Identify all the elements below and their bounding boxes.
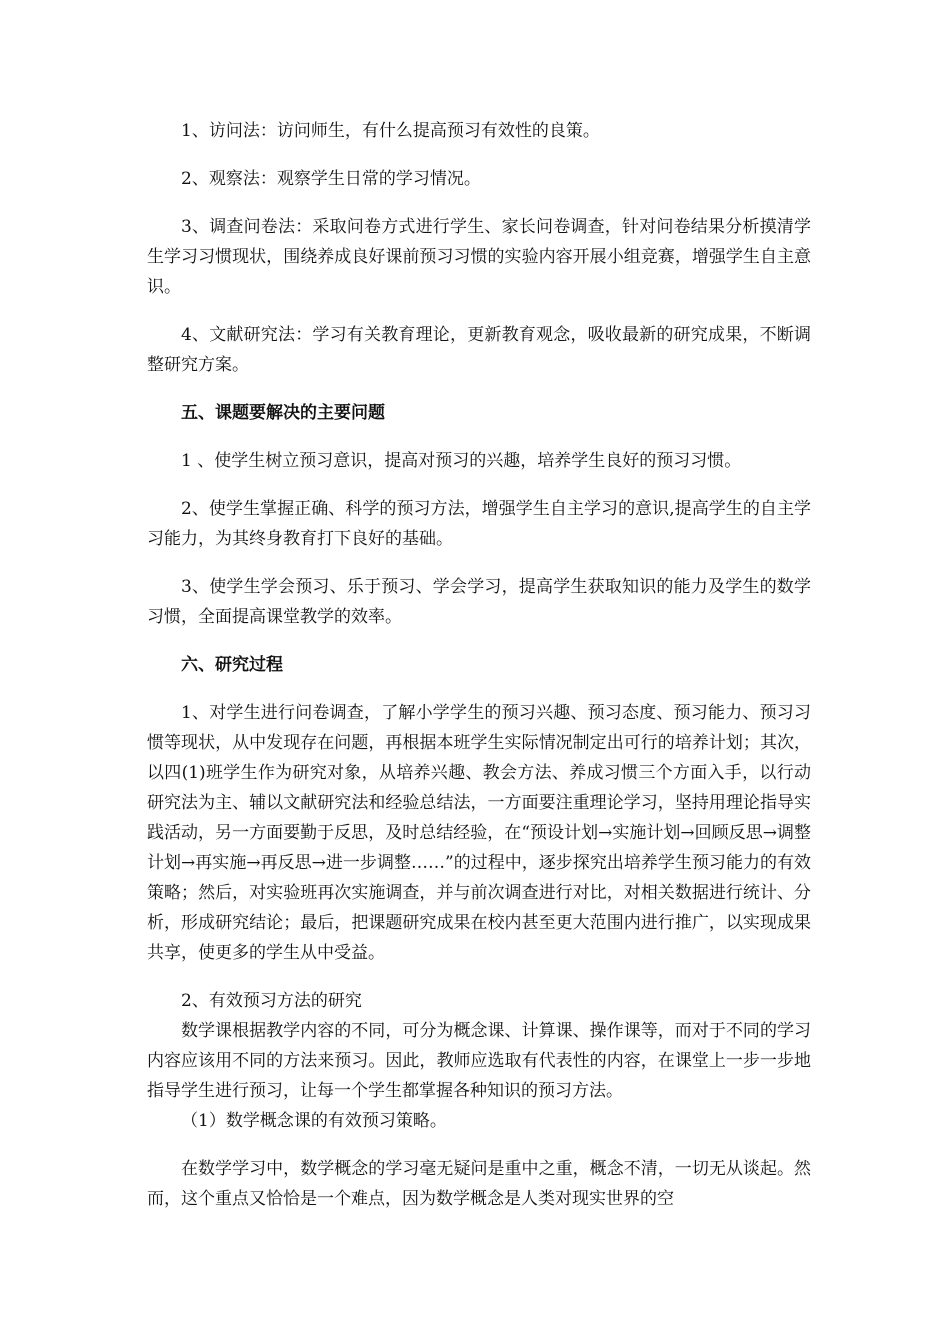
paragraph-problem-3: 3、使学生学会预习、乐于预习、学会学习，提高学生获取知识的能力及学生的数学习惯，全面提高课堂教学的效率。 [147,577,811,627]
paragraph-process-2-body: 数学课根据教学内容的不同，可分为概念课、计算课、操作课等，而对于不同的学习内容应该用不同的方法来预习。因此，教师应选取有代表性的内容，在课堂上一步一步地指导学生进行预习，让每一个学生都掌握各种知识的预习方法。 [147,1021,811,1101]
paragraph-process-1: 1、对学生进行问卷调查，了解小学学生的预习兴趣、预习态度、预习能力、预习习惯等现状，从中发现存在问题，再根据本班学生实际情况制定出可行的培养计划；其次，以四(1)班学生作为研究对象，从培养兴趣、教会方法、养成习惯三个方面入手，以行动研究法为主、辅以文献研究法和经验总结法，一方面要注重理论学习，坚持用理论指导实践活动，另一方面要勤于反思，及时总结经验，在“预设计划→实施计划→回顾反思→调整计划→再实施→再反思→进一步调整……”的过程中，逐步探究出培养学生预习能力的有效策略；然后，对实验班再次实施调查，并与前次调查进行对比，对相关数据进行统计、分析，形成研究结论；最后，把课题研究成果在校内甚至更大范围内进行推广，以实现成果共享，使更多的学生从中受益。 [147,703,811,963]
paragraph-problem-1: 1 、使学生树立预习意识，提高对预习的兴趣，培养学生良好的预习习惯。 [181,451,742,471]
paragraph-concept-lesson-title: （1）数学概念课的有效预习策略。 [181,1111,447,1131]
paragraph-questionnaire-method: 3、调查问卷法：采取问卷方式进行学生、家长问卷调查，针对问卷结果分析摸清学生学习习惯现状，围绕养成良好课前预习习惯的实验内容开展小组竞赛，增强学生自主意识。 [147,217,811,297]
paragraph-process-2-title: 2、有效预习方法的研究 [181,991,362,1011]
paragraph-observation-method: 2、观察法：观察学生日常的学习情况。 [181,169,481,189]
paragraph-literature-method: 4、文献研究法：学习有关教育理论，更新教育观念，吸收最新的研究成果，不断调整研究方案。 [147,325,811,375]
paragraph-problem-2: 2、使学生掌握正确、科学的预习方法，增强学生自主学习的意识,提高学生的自主学习能力，为其终身教育打下良好的基础。 [147,499,811,549]
paragraph-interview-method: 1、访问法：访问师生，有什么提高预习有效性的良策。 [181,121,600,141]
paragraph-concept-lesson-body: 在数学学习中，数学概念的学习毫无疑问是重中之重，概念不清，一切无从谈起。然而，这个重点又恰恰是一个难点，因为数学概念是人类对现实世界的空 [147,1159,811,1209]
document-page [147,116,811,1214]
section-heading-main-problems: 五、课题要解决的主要问题 [181,403,385,423]
section-heading-research-process: 六、研究过程 [181,655,283,675]
